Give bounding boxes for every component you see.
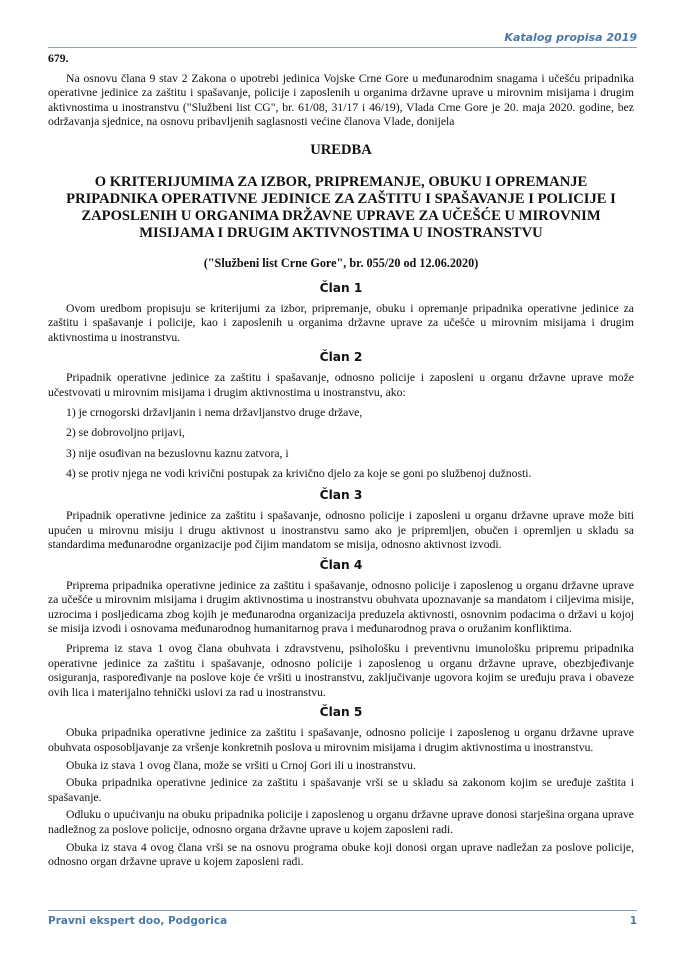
page-header xyxy=(48,31,637,48)
page-footer xyxy=(48,910,637,929)
article-2-paragraph-1: Pripadnik operativne jedinice za zaštitu i spašavanje, odnosno policije i zaposleni u organu državne uprave može učestvovati u mirovnim misijama i drugim aktivnostima u inostranstvu, ako: xyxy=(48,371,634,399)
article-5-paragraph-5: Obuka iz stava 4 ovog člana vrši se na osnovu programa obuke koji donosi organ uprave nadležan za poslove policije, odnosno organ državne uprave u kojem zaposleni radi. xyxy=(48,840,634,869)
article-1-heading: Član 1 xyxy=(319,280,363,295)
article-2-heading: Član 2 xyxy=(319,350,363,365)
article-2-item-2: 2) se dobrovoljno prijavi, xyxy=(66,426,185,440)
article-2-item-1: 1) je crnogorski državljanin i nema državljanstvo druge države, xyxy=(66,405,363,419)
article-1-paragraph-1: Ovom uredbom propisuju se kriterijumi za izbor, pripremanje, obuku i opremanje pripadnika operativne jedinice za zaštitu i spašavanje i policije, kao i zaposlenih u organima državne uprave za učešće u mirovnim misijama i drugim aktivnostima u inostranstvu. xyxy=(48,301,634,344)
article-2-item-3: 3) nije osuđivan na bezuslovnu kaznu zatvora, i xyxy=(66,446,289,460)
catalog-title: Katalog propisa 2019 xyxy=(504,31,637,44)
document-subtitle: O KRITERIJUMIMA ZA IZBOR, PRIPREMANJE, OBUKU I OPREMANJE PRIPADNIKA OPERATIVNE JEDINICE ZA ZAŠTITU I SPAŠAVANJE I POLICIJE I ZAPOSLENIH U ORGANIMA DRŽAVNE UPRAVE ZA UČEŠĆE U MIROVNIM MISIJAMA I DRUGIM AKTIVNOSTIMA U INOSTRANSTVU xyxy=(66,173,616,241)
article-5-paragraph-2: Obuka iz stava 1 ovog člana, može se vršiti u Crnoj Gori ili u inostranstvu. xyxy=(66,758,416,772)
publisher-name: Pravni ekspert doo, Podgorica xyxy=(48,915,228,927)
article-3-paragraph-1: Pripadnik operativne jedinice za zaštitu i spašavanje, odnosno policije i zaposleni u organu državne uprave može biti upućen u mirovnu misiju i drugu aktivnost u inostranstvu samo ako je pripremljen, obučen i opremljen u skladu sa standardima međunarodne organizacije pod čijim mandatom se misija, odnosno aktivnost izvodi. xyxy=(48,508,634,552)
regulation-number: 679. xyxy=(48,52,69,65)
article-5-heading: Član 5 xyxy=(319,705,363,720)
article-4-paragraph-1: Priprema pripadnika operativne jedinice za zaštitu i spašavanje, odnosno policije i zaposlenog u organu državne uprave za učešće u mirovnim misijama i drugim aktivnostima u inostranstvu obuhvata upoznavanje sa mandatom i ciljevima misije, uzrocima i posljedicama zbog kojih je međunarodna organizacija preduzela aktivnosti, osnovnim podacima o državi u kojoj se misija izvodi i osnovama međunarodnog humanitarnog prava i međunarodnog prava o oružanim konfliktima. xyxy=(48,578,634,636)
preamble: Na osnovu člana 9 stav 2 Zakona o upotrebi jedinica Vojske Crne Gore u međunarodnim snagama i učešću pripadnika operativne jedinice za zaštitu i spašavanje, policije i zaposlenih u organima državne uprave u mirovnim misijama i drugim aktivnostima u inostranstvu ("Službeni list CG", br. 61/08, 31/17 i 46/19), Vlada Crne Gore je 20. maja 2020. godine, bez održavanja sjednice, na osnovu pribavljenih saglasnosti većine članova Vlade, donijela xyxy=(48,71,634,129)
article-2-item-4: 4) se protiv njega ne vodi krivični postupak za krivično djelo za koje se goni po službenoj dužnosti. xyxy=(66,467,532,481)
article-4-heading: Član 4 xyxy=(319,557,363,572)
gazette-reference: ("Službeni list Crne Gore", br. 055/20 od 12.06.2020) xyxy=(203,255,479,270)
article-5-paragraph-3: Obuka pripadnika operativne jedinice za zaštitu i spašavanje vrši se u skladu sa zakonom kojim se uređuje zaštita i spašavanje. xyxy=(48,776,634,804)
article-3-heading: Član 3 xyxy=(319,487,363,502)
document-title: UREDBA xyxy=(310,141,372,158)
article-5-paragraph-1: Obuka pripadnika operativne jedinice za zaštitu i spašavanje, odnosno policije i zaposlenog u organu državne uprave obuhvata osposobljavanje za vršenje konkretnih poslova u mirovnim misijama i drugim aktivnostima u inostranstvu. xyxy=(48,726,634,755)
page-number: 1 xyxy=(629,915,637,927)
article-5-paragraph-4: Odluku o upućivanju na obuku pripadnika policije i zaposlenog u organu državne uprave donosi starješina organa uprave nadležnog za poslove policije, odnosno organa državne uprave u kojem zaposleni radi. xyxy=(48,808,634,836)
article-4-paragraph-2: Priprema iz stava 1 ovog člana obuhvata i zdravstvenu, psihološku i preventivnu imunološku pripremu pripadnika operativne jedinice za zaštitu i spašavanje, odnosno policije i zaposlenog u organu državne uprave, obezbjeđivanje osiguranja, raspoređivanje na poslove koje će vršiti u inostranstvu, zaključivanje ugovora kojim se uređuju prava i obaveze ovih lica i materijalno tehnički uslovi za rad u inostranstvu. xyxy=(48,642,634,699)
document-body xyxy=(48,52,634,873)
